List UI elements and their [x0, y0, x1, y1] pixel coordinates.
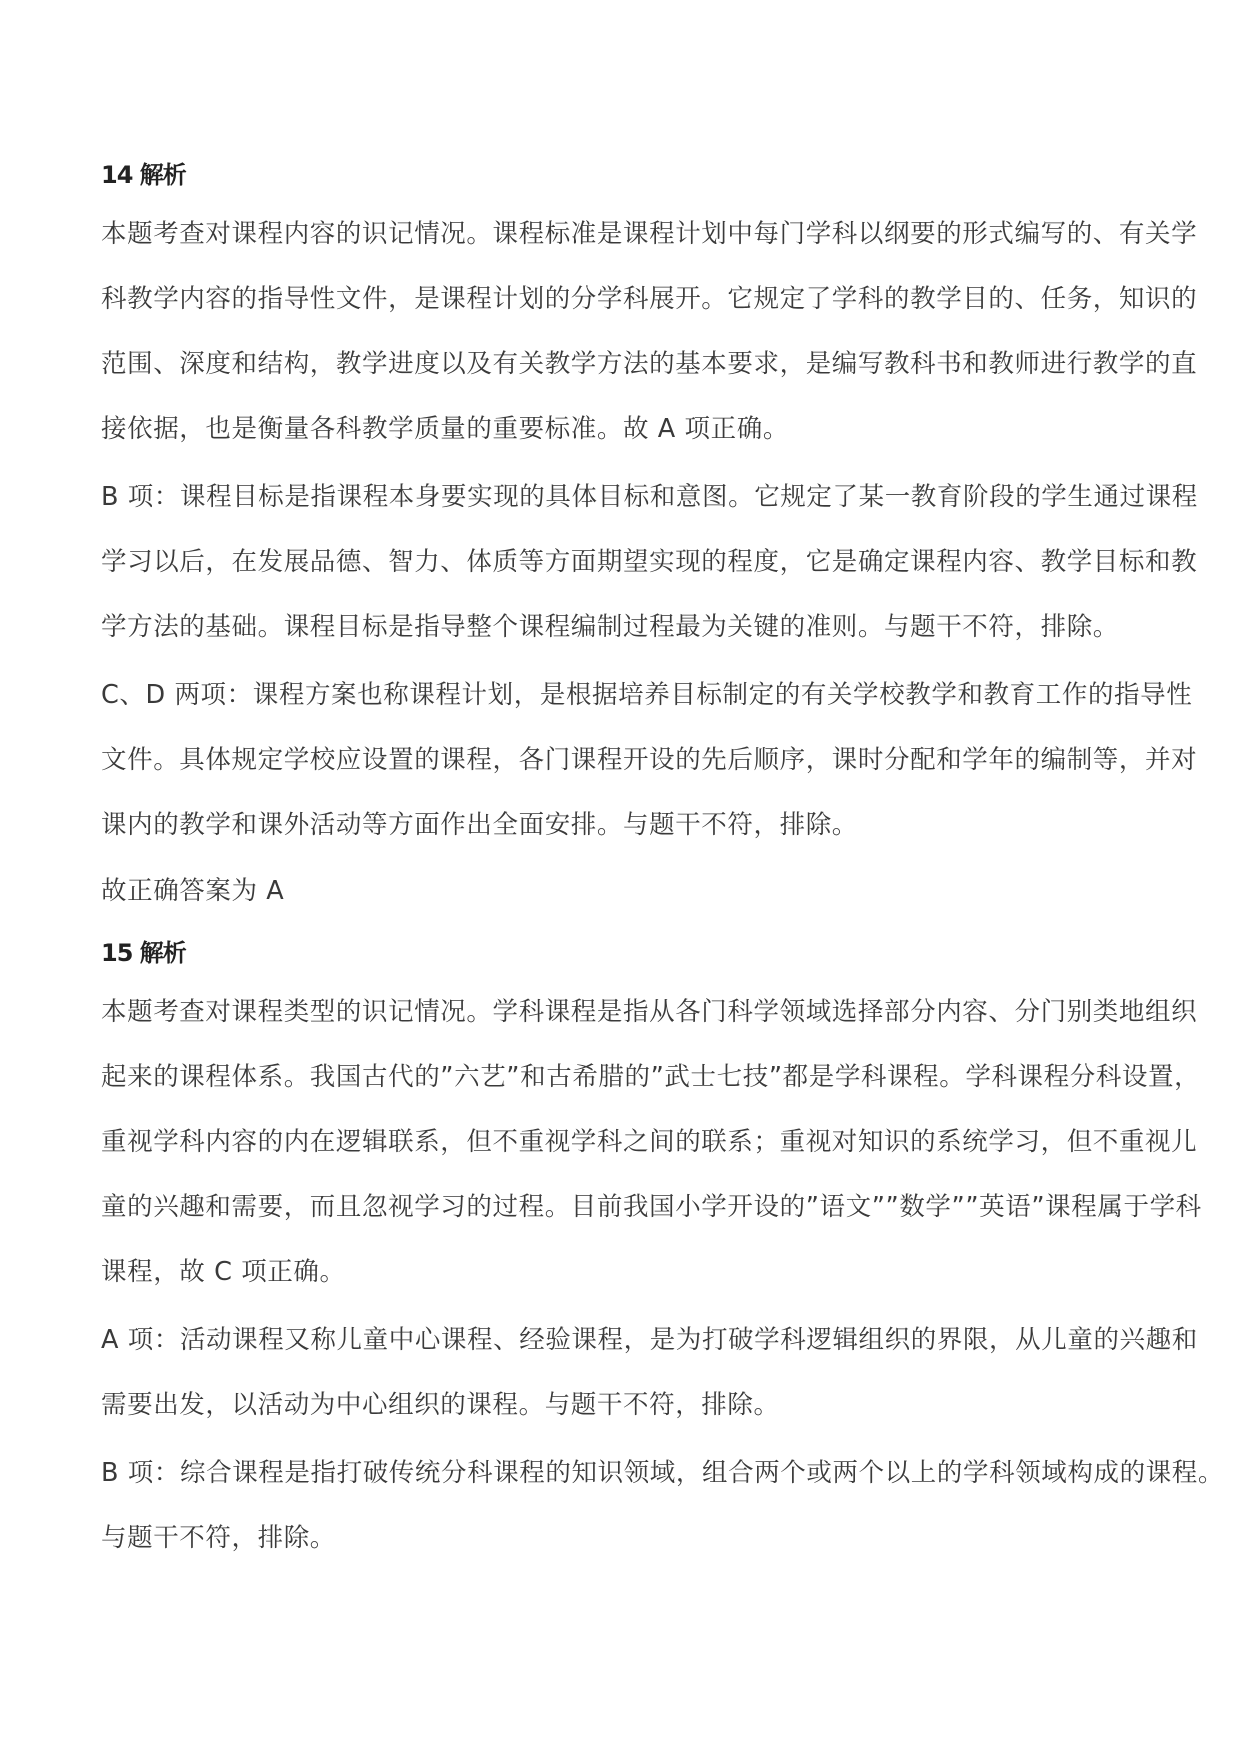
text-line: 故正确答案为 A: [101, 876, 285, 906]
text-line: 本题考查对课程类型的识记情况。学科课程是指从各门科学领域选择部分内容、分门别类地组织: [101, 997, 1198, 1027]
text-line: 童的兴趣和需要，而且忽视学习的过程。目前我国小学开设的”语文””数学””英语”课程属于学科: [101, 1192, 1202, 1222]
paragraph: [101, 1308, 1198, 1438]
text-line: 范围、深度和结构，教学进度以及有关教学方法的基本要求，是编写教科书和教师进行教学的直: [101, 349, 1198, 379]
text-line: 起来的课程体系。我国古代的”六艺”和古希腊的”武士七技”都是学科课程。学科课程分科设置，: [101, 1062, 1201, 1092]
answer-section: [101, 146, 1198, 921]
section-heading: 14 解析: [101, 161, 186, 189]
text-line: 学方法的基础。课程目标是指导整个课程编制过程最为关键的准则。与题干不符，排除。: [101, 612, 1119, 642]
section-heading: 15 解析: [101, 939, 186, 967]
text-line: 本题考查对课程内容的识记情况。课程标准是课程计划中每门学科以纲要的形式编写的、有关学: [101, 219, 1198, 249]
paragraph: [101, 663, 1198, 858]
text-line: 文件。具体规定学校应设置的课程，各门课程开设的先后顺序，课时分配和学年的编制等，并对: [101, 745, 1198, 775]
paragraph: [101, 1441, 1225, 1571]
text-line: 接依据，也是衡量各科教学质量的重要标准。故 A 项正确。: [101, 414, 789, 444]
text-line: 科教学内容的指导性文件，是课程计划的分学科展开。它规定了学科的教学目的、任务，知识的: [101, 284, 1198, 314]
text-line: 学习以后，在发展品德、智力、体质等方面期望实现的程度，它是确定课程内容、教学目标和教: [101, 547, 1198, 577]
document-body: [101, 146, 1225, 1574]
text-line: 课程，故 C 项正确。: [101, 1257, 346, 1287]
text-line: 与题干不符，排除。: [101, 1523, 336, 1553]
text-line: B 项：综合课程是指打破传统分科课程的知识领域，组合两个或两个以上的学科领域构成的课程。: [101, 1458, 1225, 1488]
text-line: B 项：课程目标是指课程本身要实现的具体目标和意图。它规定了某一教育阶段的学生通过课程: [101, 482, 1198, 512]
text-line: 重视学科内容的内在逻辑联系，但不重视学科之间的联系；重视对知识的系统学习，但不重视儿: [101, 1127, 1198, 1157]
paragraph: [101, 861, 1171, 921]
text-line: A 项：活动课程又称儿童中心课程、经验课程，是为打破学科逻辑组织的界限，从儿童的兴趣和: [101, 1325, 1198, 1355]
paragraph: [101, 202, 1198, 462]
text-line: 课内的教学和课外活动等方面作出全面安排。与题干不符，排除。: [101, 810, 858, 840]
paragraph: [101, 465, 1198, 660]
text-line: 需要出发，以活动为中心组织的课程。与题干不符，排除。: [101, 1390, 780, 1420]
text-line: C、D 两项：课程方案也称课程计划，是根据培养目标制定的有关学校教学和教育工作的指导性: [101, 680, 1193, 710]
answer-section: [101, 924, 1225, 1571]
paragraph: [101, 980, 1202, 1305]
